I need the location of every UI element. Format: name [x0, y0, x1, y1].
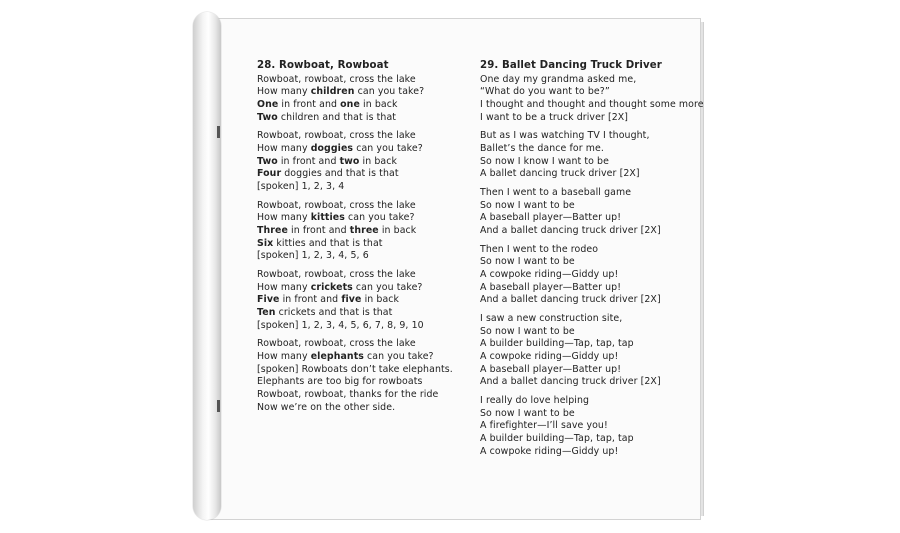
lyric-line [257, 212, 453, 225]
lyric-text: A cowpoke riding—Giddy up! [480, 445, 619, 457]
lyric-text: [spoken] 1, 2, 3, 4 [257, 181, 345, 193]
lyric-line [480, 294, 704, 307]
lyric-line [257, 250, 453, 263]
lyric-text: Then I went to a baseball game [480, 186, 632, 198]
lyric-line [257, 376, 453, 389]
song-ballet-truck-driver [480, 60, 704, 464]
lyric-text: crickets and that is that [275, 307, 393, 319]
stanza [257, 74, 453, 125]
lyric-text: A builder building—Tap, tap, tap [480, 338, 634, 350]
lyric-line [480, 187, 704, 200]
stanza [480, 395, 704, 459]
lyric-line [480, 156, 704, 169]
lyric-line [480, 99, 704, 112]
lyric-text: “What do you want to be?” [480, 86, 610, 98]
stanza [480, 244, 704, 308]
lyric-emphasis: one [340, 99, 360, 111]
lyric-text: in back [361, 294, 400, 306]
lyric-text: So now I want to be [480, 407, 575, 419]
spine-clip [217, 126, 220, 138]
lyric-text: can you take? [344, 212, 415, 224]
lyric-emphasis: Five [257, 294, 280, 306]
lyric-text: [spoken] 1, 2, 3, 4, 5, 6 [257, 250, 369, 262]
lyric-line [257, 351, 453, 364]
lyric-text: Rowboat, rowboat, cross the lake [257, 130, 416, 142]
stanza [480, 130, 704, 181]
spine-clip [217, 400, 220, 412]
lyric-line [257, 168, 453, 181]
lyric-text: I thought and thought and thought some more [480, 99, 704, 111]
lyric-text: in front and [277, 155, 340, 167]
lyric-text: A baseball player—Batter up! [480, 363, 622, 375]
lyric-line [257, 282, 453, 295]
lyric-text: can you take? [363, 350, 434, 362]
lyric-line [257, 130, 453, 143]
lyric-emphasis: children [310, 86, 355, 98]
lyric-text: A ballet dancing truck driver [2X] [480, 168, 640, 180]
lyric-text: in front and [287, 225, 350, 237]
lyric-line [257, 238, 453, 251]
lyric-text: But as I was watching TV I thought, [480, 130, 650, 142]
lyric-emphasis: two [339, 155, 360, 167]
lyric-text: How many [257, 212, 311, 224]
lyric-text: How many [257, 350, 311, 362]
lyric-text: How many [257, 143, 311, 155]
lyric-text: And a ballet dancing truck driver [2X] [480, 376, 661, 388]
lyric-line [257, 269, 453, 282]
lyric-text: So now I know I want to be [480, 155, 609, 167]
lyric-text: Elephants are too big for rowboats [257, 376, 423, 388]
lyric-text: And a ballet dancing truck driver [2X] [480, 225, 661, 237]
lyric-text: A firefighter—I’ll save you! [480, 420, 608, 432]
stanza [480, 313, 704, 389]
lyric-text: So now I want to be [480, 199, 575, 211]
lyric-line [480, 351, 704, 364]
lyric-text: How many [257, 281, 311, 293]
lyric-text: I saw a new construction site, [480, 312, 623, 324]
lyric-text: can you take? [352, 281, 423, 293]
lyric-line [257, 389, 453, 402]
lyric-line [257, 181, 453, 194]
lyric-emphasis: kitties [310, 212, 345, 224]
stanza [257, 200, 453, 264]
lyric-line [480, 395, 704, 408]
lyric-text: I really do love helping [480, 394, 590, 406]
lyric-emphasis: One [257, 99, 279, 111]
lyric-line [257, 200, 453, 213]
lyric-text: Rowboat, rowboat, thanks for the ride [257, 389, 439, 401]
lyric-text: in back [378, 225, 417, 237]
lyric-text: can you take? [353, 143, 423, 155]
lyric-text: [spoken] Rowboats don’t take elephants. [257, 363, 453, 375]
lyric-line [257, 402, 453, 415]
lyric-text: A cowpoke riding—Giddy up! [480, 350, 619, 362]
lyric-line [480, 269, 704, 282]
lyric-emphasis: Six [257, 237, 274, 249]
lyric-line [480, 130, 704, 143]
lyric-text: in front and [278, 99, 341, 111]
lyric-line [257, 338, 453, 351]
lyric-text: So now I want to be [480, 256, 575, 268]
lyric-line [480, 326, 704, 339]
lyric-line [480, 225, 704, 238]
lyric-text: Rowboat, rowboat, cross the lake [257, 73, 416, 85]
lyric-emphasis: Ten [257, 307, 276, 319]
stanza [257, 269, 453, 333]
binder-spine [193, 12, 221, 520]
lyric-line [480, 364, 704, 377]
lyric-emphasis: three [349, 225, 379, 237]
lyric-line [257, 225, 453, 238]
lyric-line [480, 313, 704, 326]
stanza [480, 74, 704, 125]
lyric-line [480, 86, 704, 99]
lyric-emphasis: Four [257, 168, 282, 180]
lyric-line [480, 143, 704, 156]
lyric-line [480, 200, 704, 213]
lyrics-booklet [193, 12, 709, 520]
lyric-line [257, 307, 453, 320]
lyric-text: A cowpoke riding—Giddy up! [480, 268, 619, 280]
lyric-text: Rowboat, rowboat, cross the lake [257, 338, 416, 350]
lyric-line [257, 364, 453, 377]
lyric-text: children and that is that [277, 111, 397, 123]
lyric-emphasis: Three [257, 225, 288, 237]
lyric-line [257, 320, 453, 333]
lyric-emphasis: five [341, 294, 362, 306]
lyric-line [257, 74, 453, 87]
song-title: 28. Rowboat, Rowboat [257, 60, 389, 71]
lyric-text: I want to be a truck driver [2X] [480, 111, 629, 123]
lyric-line [257, 143, 453, 156]
lyric-text: Ballet’s the dance for me. [480, 143, 604, 155]
lyric-text: in back [359, 155, 398, 167]
song-stanzas [257, 74, 453, 415]
lyric-emphasis: Two [257, 155, 278, 167]
song-stanzas [480, 74, 704, 459]
lyric-line [480, 212, 704, 225]
stanza [257, 130, 453, 194]
lyric-line [257, 86, 453, 99]
lyric-emphasis: Two [257, 111, 278, 123]
lyric-line [480, 338, 704, 351]
lyric-text: in front and [279, 294, 342, 306]
lyric-line [480, 244, 704, 257]
lyric-text: A builder building—Tap, tap, tap [480, 432, 634, 444]
lyric-text: doggies and that is that [281, 168, 399, 180]
lyric-text: A baseball player—Batter up! [480, 281, 622, 293]
lyric-text: So now I want to be [480, 325, 575, 337]
song-rowboat [257, 60, 453, 420]
lyric-text: [spoken] 1, 2, 3, 4, 5, 6, 7, 8, 9, 10 [257, 319, 424, 331]
lyric-emphasis: elephants [310, 350, 364, 362]
lyric-text: And a ballet dancing truck driver [2X] [480, 294, 661, 306]
lyric-text: Then I went to the rodeo [480, 243, 599, 255]
lyric-text: in back [359, 99, 398, 111]
lyric-line [480, 168, 704, 181]
lyrics-page [207, 18, 704, 520]
lyric-text: kitties and that is that [273, 237, 383, 249]
lyric-line [257, 99, 453, 112]
lyric-line [480, 408, 704, 421]
lyric-line [480, 282, 704, 295]
lyric-line [480, 433, 704, 446]
lyric-line [257, 156, 453, 169]
lyric-text: A baseball player—Batter up! [480, 212, 622, 224]
lyric-line [257, 112, 453, 125]
lyric-line [480, 112, 704, 125]
stanza [480, 187, 704, 238]
lyric-line [480, 74, 704, 87]
song-title: 29. Ballet Dancing Truck Driver [480, 60, 662, 71]
lyric-emphasis: crickets [310, 281, 353, 293]
lyric-text: Rowboat, rowboat, cross the lake [257, 199, 416, 211]
lyric-text: Now we’re on the other side. [257, 401, 396, 413]
stanza [257, 338, 453, 414]
lyric-text: How many [257, 86, 311, 98]
lyric-text: One day my grandma asked me, [480, 73, 637, 85]
lyric-emphasis: doggies [310, 143, 354, 155]
lyric-text: can you take? [354, 86, 425, 98]
lyric-text: Rowboat, rowboat, cross the lake [257, 268, 416, 280]
lyric-line [480, 256, 704, 269]
lyric-line [480, 420, 704, 433]
lyric-line [480, 376, 704, 389]
lyric-line [480, 446, 704, 459]
lyric-line [257, 294, 453, 307]
